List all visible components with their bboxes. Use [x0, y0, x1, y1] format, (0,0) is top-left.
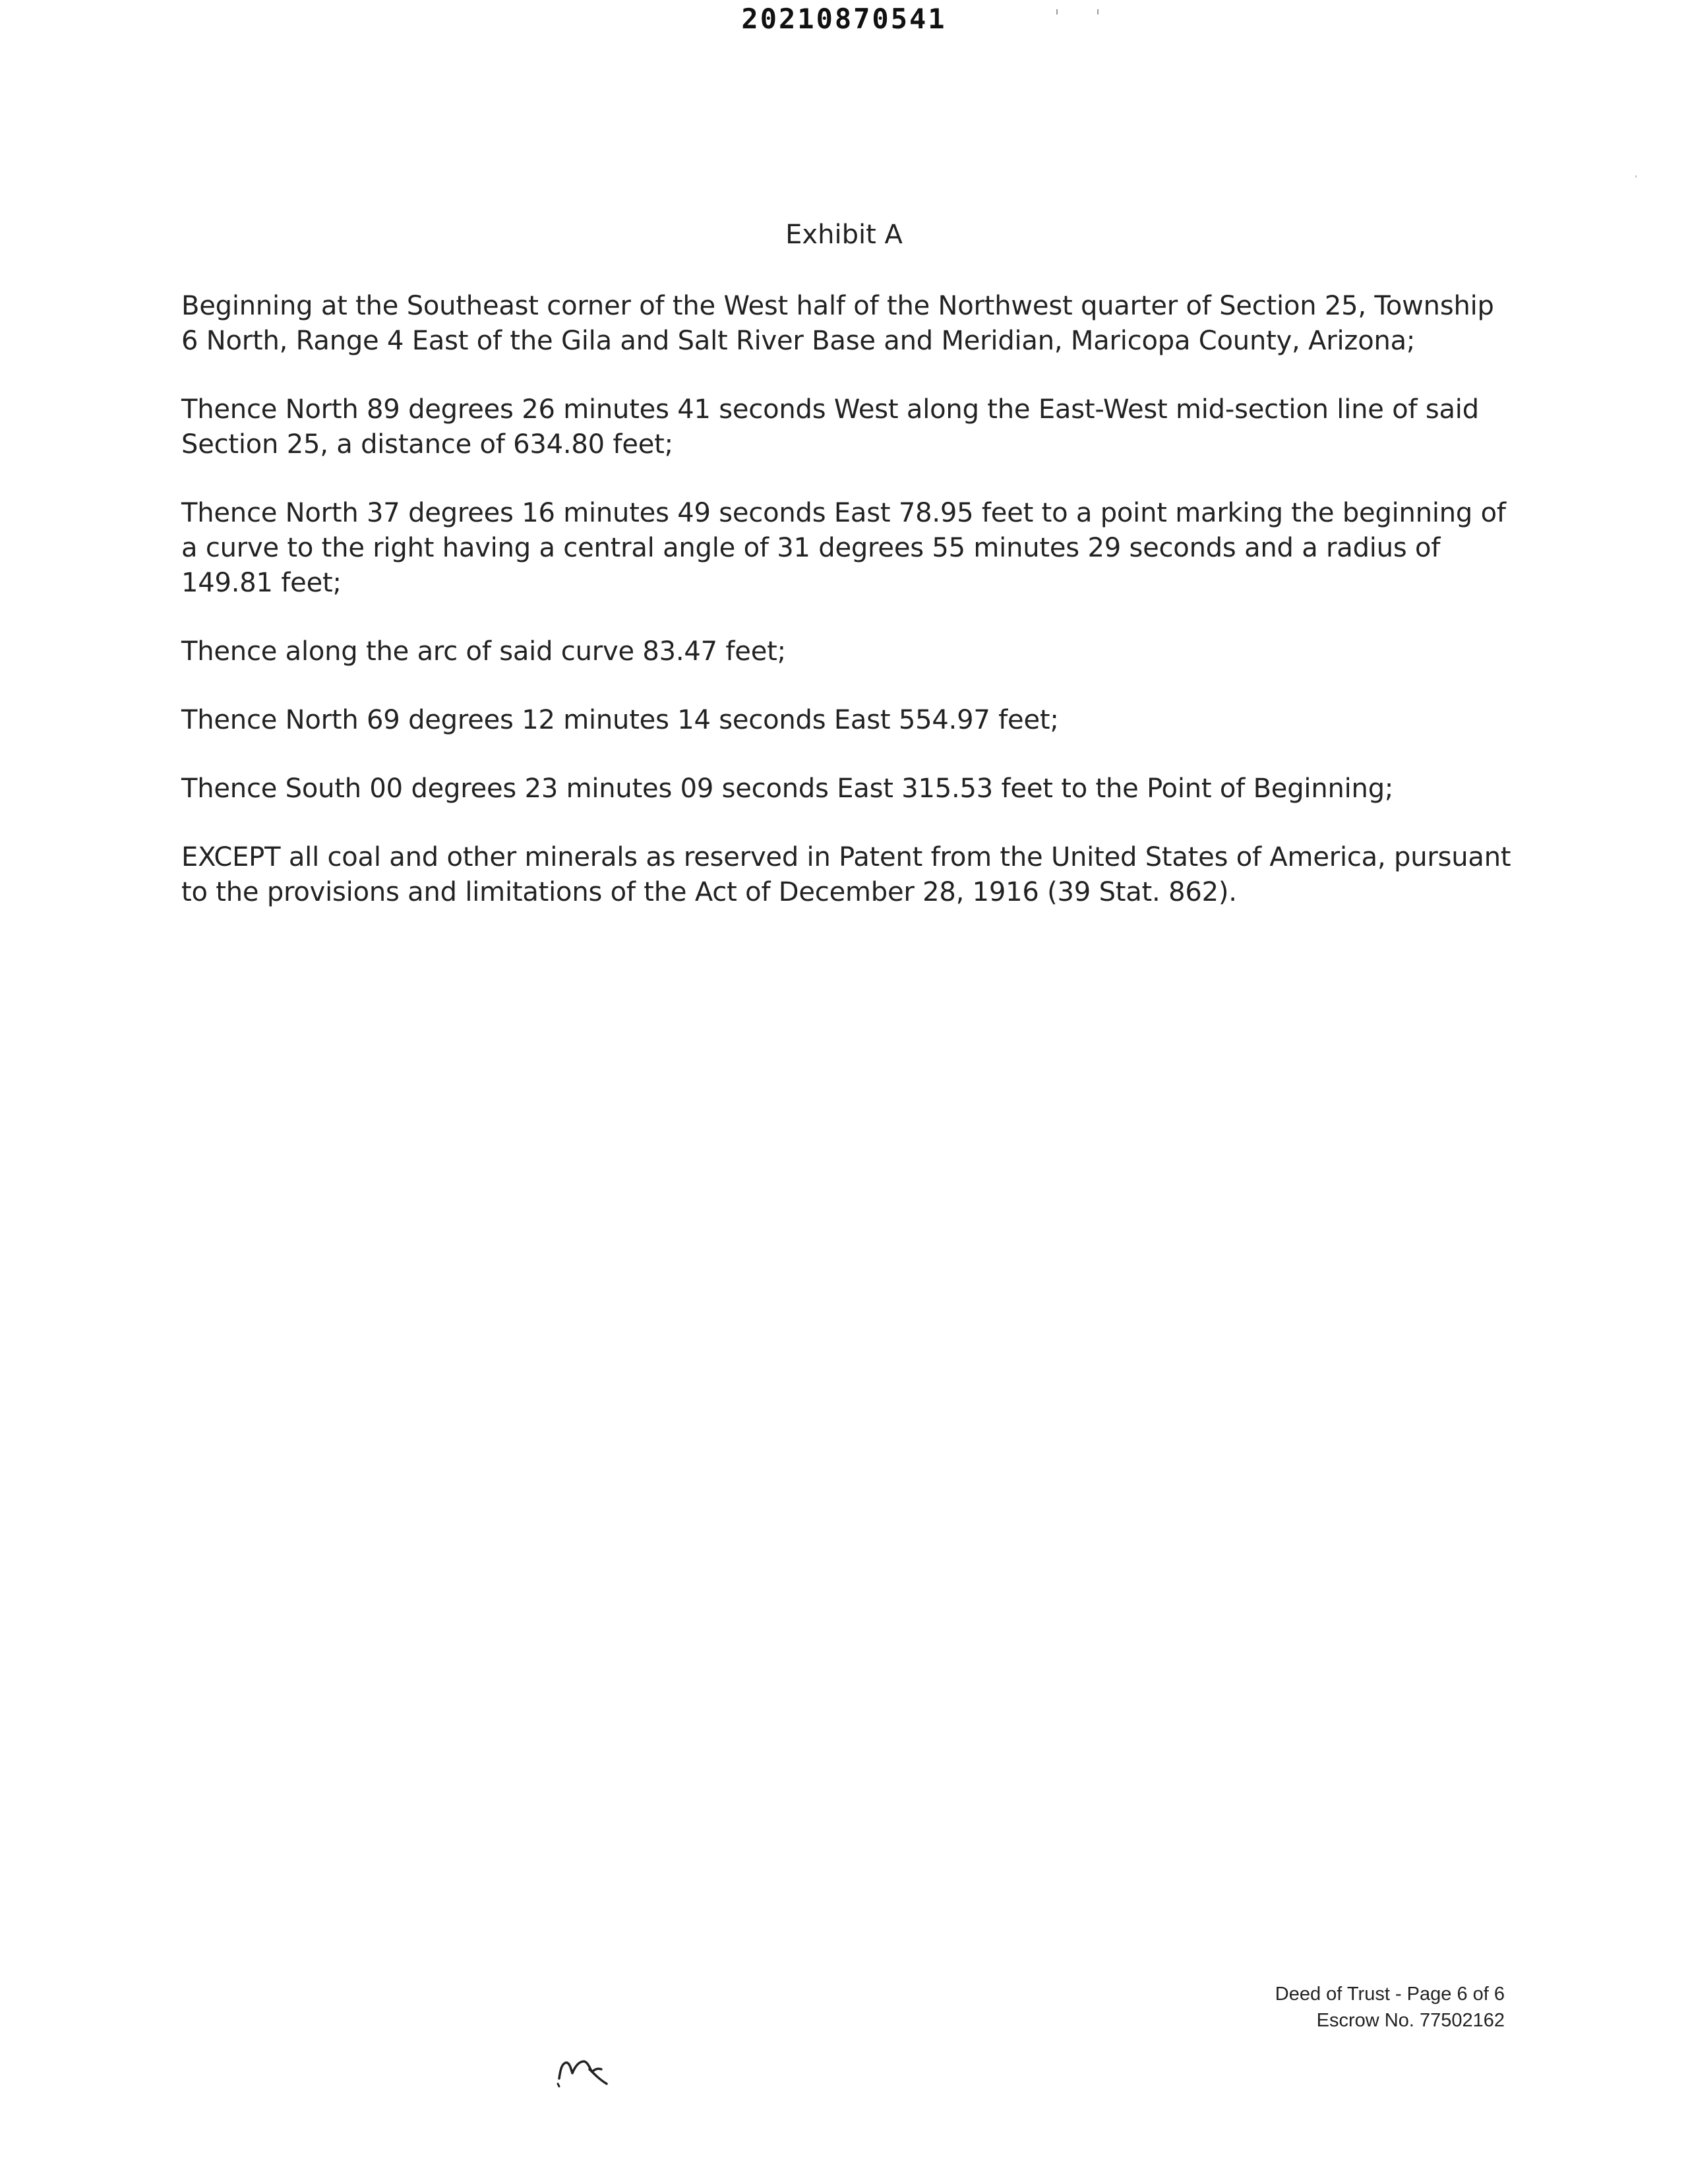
scan-speck — [1635, 175, 1637, 177]
paragraph-course-4: Thence North 69 degrees 12 minutes 14 seconds East 554.97 feet; — [181, 705, 1059, 735]
legal-description — [181, 289, 1513, 944]
paragraph-point-of-beginning: Beginning at the Southeast corner of the West half of the Northwest quarter of Section 25, Township 6 North, Range 4 East of the Gila and Salt River Base and Meridian, Maricopa County, Arizona; — [181, 291, 1494, 356]
recording-number: 20210870541 — [741, 3, 947, 35]
initials-mark — [555, 2049, 621, 2089]
paragraph-course-3: Thence along the arc of said curve 83.47 feet; — [181, 636, 786, 667]
handwritten-initials — [555, 2049, 621, 2092]
page-title: Exhibit A — [785, 220, 903, 250]
footer-escrow-number: Escrow No. 77502162 — [1316, 2010, 1505, 2031]
paragraph-course-1: Thence North 89 degrees 26 minutes 41 seconds West along the East-West mid-section line of said Section 25, a distance of 634.80 feet; — [181, 394, 1479, 460]
paragraph-exception: EXCEPT all coal and other minerals as reserved in Patent from the United States of America, pursuant to the provisions and limitations of the Act of December 28, 1916 (39 Stat. 862). — [181, 842, 1511, 907]
paragraph-course-2: Thence North 37 degrees 16 minutes 49 seconds East 78.95 feet to a point marking the beginning of a curve to the right having a central angle of 31 degrees 55 minutes 29 seconds and a radius of 149.81 feet; — [181, 498, 1506, 598]
footer-page-label: Deed of Trust - Page 6 of 6 — [1275, 1984, 1505, 2005]
paragraph-course-5: Thence South 00 degrees 23 minutes 09 seconds East 315.53 feet to the Point of Beginning; — [181, 774, 1394, 804]
scan-speck — [1056, 9, 1058, 15]
scan-speck — [1097, 9, 1099, 15]
page-footer — [1275, 1981, 1505, 2034]
